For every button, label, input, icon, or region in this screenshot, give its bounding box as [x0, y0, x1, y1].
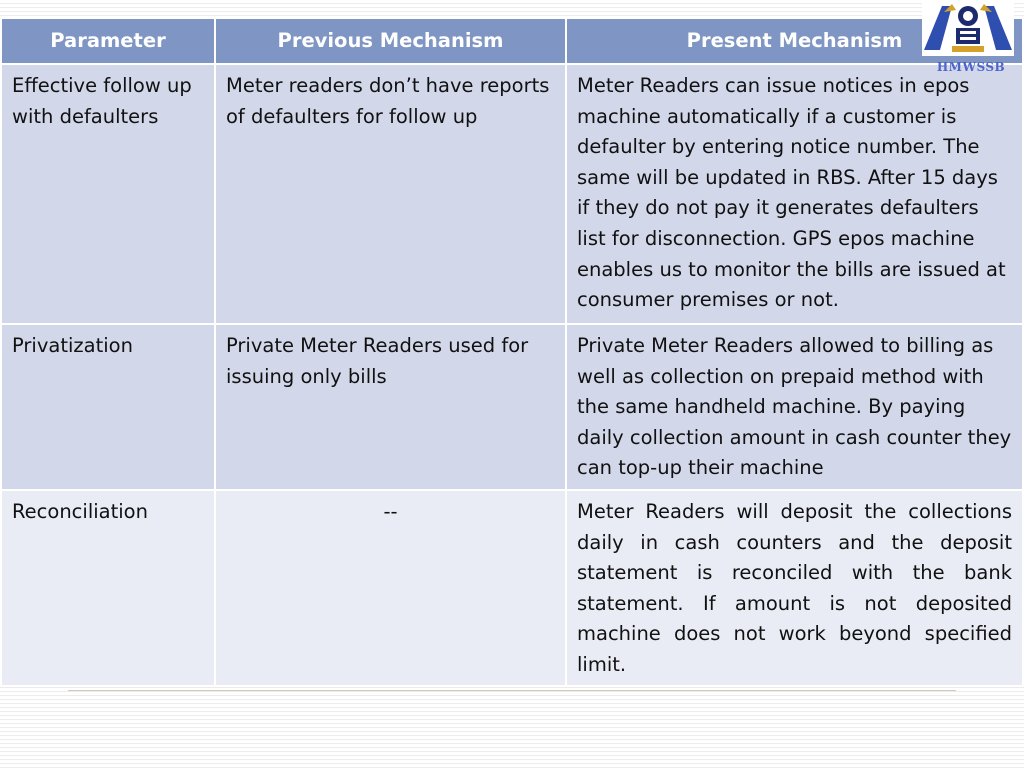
- footer-divider: [68, 690, 956, 691]
- table-row: [1, 64, 1023, 324]
- header-parameter: Parameter: [1, 18, 215, 64]
- table-row: [1, 324, 1023, 490]
- header-present-mechanism: Present Mechanism: [566, 18, 1023, 64]
- hmwssb-emblem-icon: [922, 0, 1014, 56]
- cell-parameter: Privatization: [1, 324, 215, 490]
- table-header-row: [1, 18, 1023, 64]
- cell-parameter: Effective follow up with defaulters: [1, 64, 215, 324]
- header-previous-mechanism: Previous Mechanism: [215, 18, 566, 64]
- cell-present: Meter Readers can issue notices in epos machine automatically if a customer is defaulter by entering notice number. The same will be updated in RBS. After 15 days if they do not pay it generates defaulters list for disconnection. GPS epos machine enables us to monitor the bills are issued at consumer premises or not.: [566, 64, 1023, 324]
- cell-present: Meter Readers will deposit the collections daily in cash counters and the deposit statement is reconciled with the bank statement. If amount is not deposited machine does not work beyond specified limit.: [566, 490, 1023, 686]
- cell-parameter: Reconciliation: [1, 490, 215, 686]
- logo-text: HMWSSB: [936, 60, 1006, 74]
- cell-previous: Private Meter Readers used for issuing only bills: [215, 324, 566, 490]
- table-row: [1, 490, 1023, 686]
- cell-present: Private Meter Readers allowed to billing as well as collection on prepaid method with the same handheld machine. By paying daily collection amount in cash counter they can top-up their machine: [566, 324, 1023, 490]
- cell-previous: --: [215, 490, 566, 686]
- comparison-table: [0, 17, 1024, 687]
- cell-previous: Meter readers don’t have reports of defaulters for follow up: [215, 64, 566, 324]
